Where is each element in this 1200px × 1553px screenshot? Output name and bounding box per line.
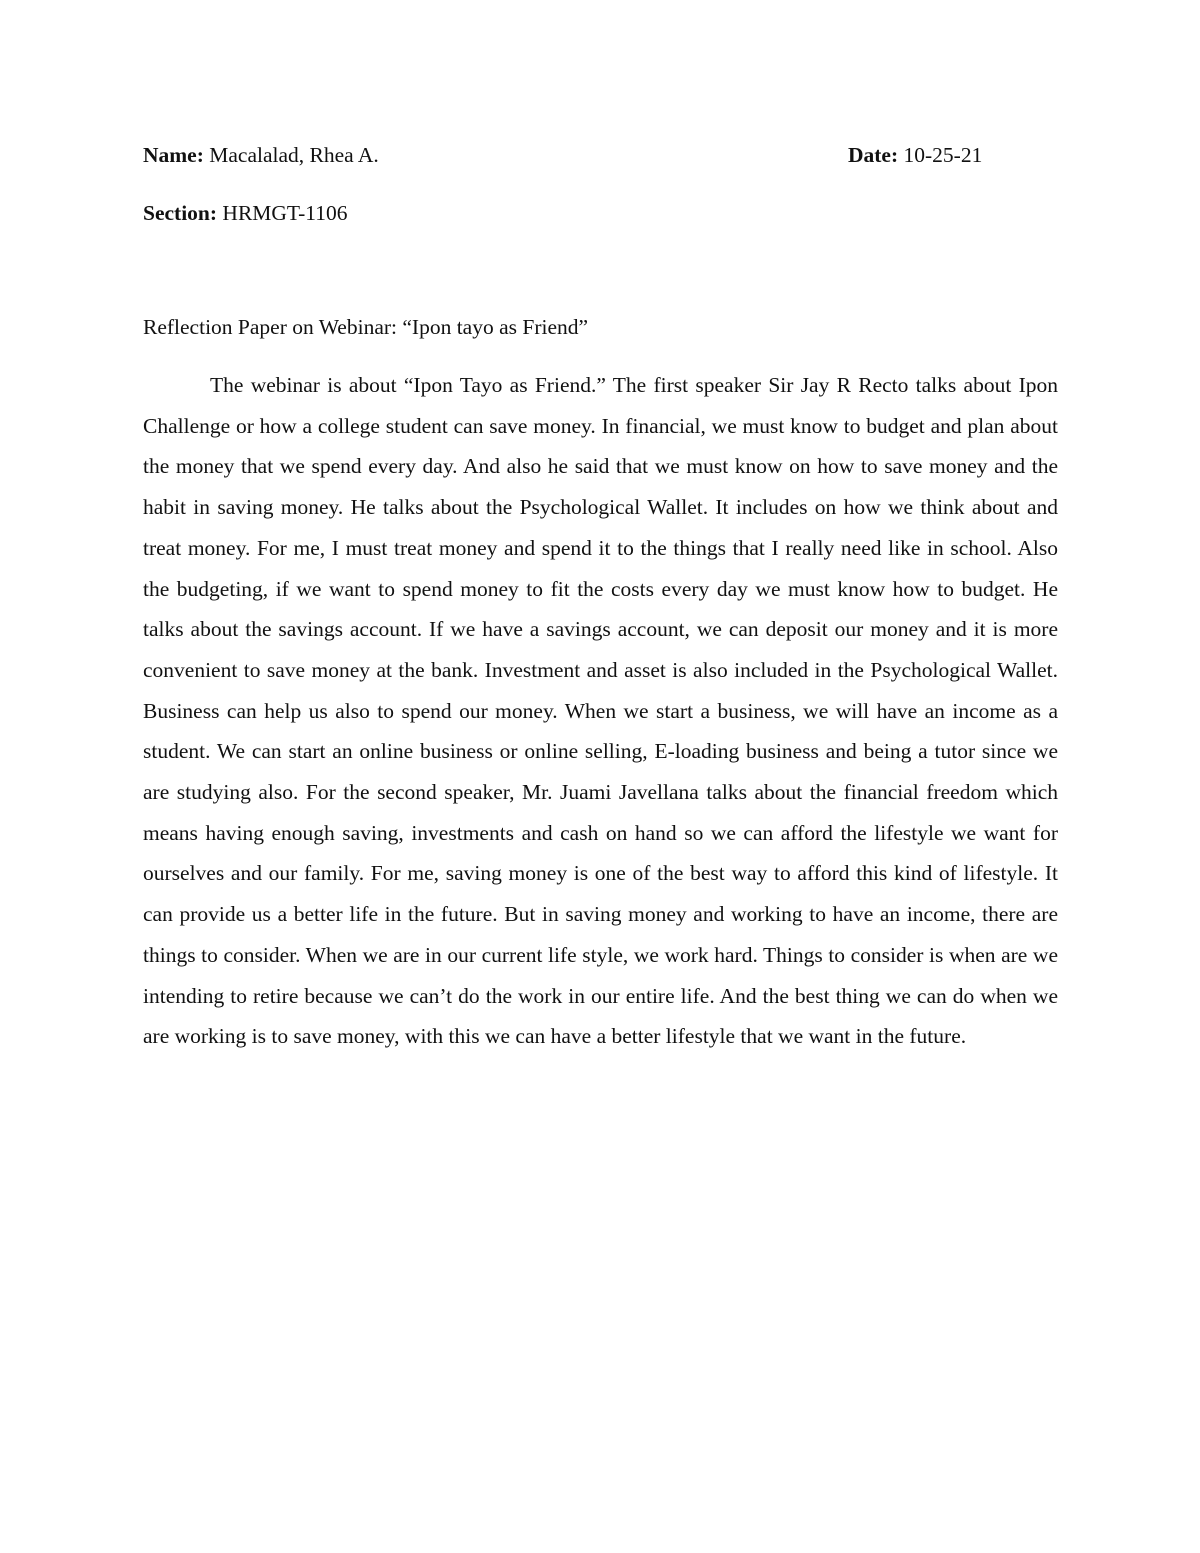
- body-paragraph: The webinar is about “Ipon Tayo as Friend.” The first speaker Sir Jay R Recto talks about Ipon Challenge or how a college student can save money. In financial, we must know to budget and plan about the money that we spend every day. And also he said that we must know on how to save money and the habit in saving money. He talks about the Psychological Wallet. It includes on how we think about and treat money. For me, I must treat money and spend it to the things that I really need like in school. Also the budgeting, if we want to spend money to fit the costs every day we must know how to budget. He talks about the savings account. If we have a savings account, we can deposit our money and it is more convenient to save money at the bank. Investment and asset is also included in the Psychological Wallet. Business can help us also to spend our money. When we start a business, we will have an income as a student. We can start an online business or online selling, E-loading business and being a tutor since we are studying also. For the second speaker, Mr. Juami Javellana talks about the financial freedom which means having enough saving, investments and cash on hand so we can afford the lifestyle we want for ourselves and our family. For me, saving money is one of the best way to afford this kind of lifestyle. It can provide us a better life in the future. But in saving money and working to have an income, there are things to consider. When we are in our current life style, we work hard. Things to consider is when are we intending to retire because we can’t do the work in our entire life. And the best thing we can do when we are working is to save money, with this we can have a better lifestyle that we want in the future.: [143, 373, 1058, 1049]
- name-field: [143, 143, 379, 167]
- section-field: [143, 198, 1058, 228]
- name-value: Macalalad, Rhea A.: [203, 143, 379, 167]
- name-label: Name:: [143, 143, 204, 167]
- section-label: Section:: [143, 201, 218, 225]
- date-label: Date:: [848, 143, 899, 167]
- name-date-row: [143, 140, 1058, 170]
- date-field: [848, 140, 982, 170]
- section-value: HRMGT-1106: [217, 201, 348, 225]
- paper-title: Reflection Paper on Webinar: “Ipon tayo as Friend”: [143, 315, 589, 339]
- date-value: 10-25-21: [898, 143, 983, 167]
